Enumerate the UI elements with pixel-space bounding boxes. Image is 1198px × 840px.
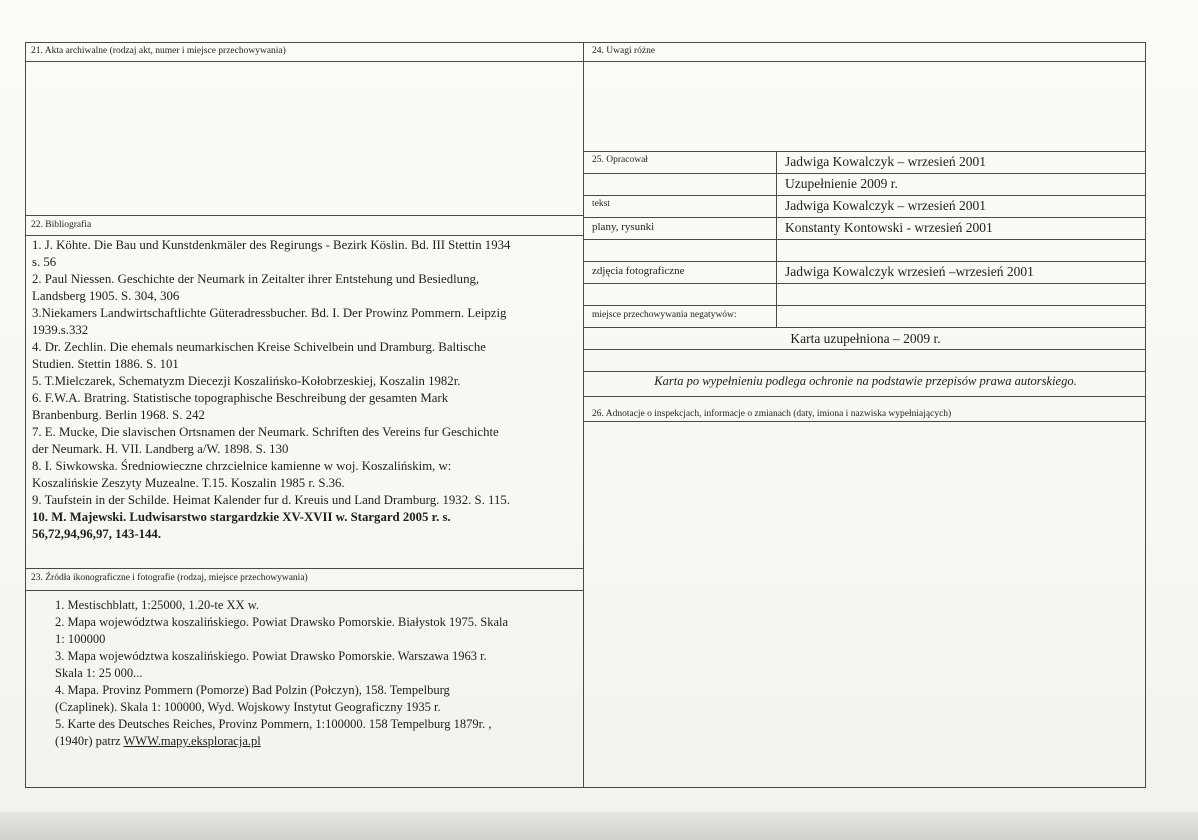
bibliography-line: 1. J. Köhte. Die Bau und Kunstdenkmäler des Regirungs - Bezirk Köslin. Bd. III Stettin 1934 [32,238,511,252]
row-value-uzupelnienie: Uzupełnienie 2009 r. [785,176,898,191]
row-value-zdjecia: Jadwiga Kowalczyk wrzesień –wrzesień 2001 [785,264,1034,279]
iconography-line: 5. Karte des Deutsches Reiches, Provinz Pommern, 1:100000. 158 Tempelburg 1879r. , [55,717,492,731]
iconography-line: 3. Mapa województwa koszalińskiego. Powiat Drawsko Pomorskie. Warszawa 1963 r. [55,649,487,663]
section-26-label: 26. Adnotacje o inspekcjach, informacje o zmianach (daty, imiona i nazwiska wypełniających) [592,409,952,419]
s22-top-line [25,215,583,216]
s25-row12-line [583,396,1145,397]
iconography-list [55,597,580,750]
row-label-zdjecia: zdjęcia fotograficzne [592,265,685,277]
frame-bottom [25,787,1146,788]
s24-header-line [583,61,1145,62]
frame-top [25,42,1146,43]
bibliography-line: 9. Taufstein in der Schilde. Heimat Kalender fur d. Kreuis und Land Dramburg. 1932. S. 115. [32,493,510,507]
page-edge [0,812,1198,840]
s21-header-line [25,61,583,62]
bibliography-line: Branbenburg. Berlin 1968. S. 242 [32,408,205,422]
bibliography-line: Koszalińskie Zeszyty Muzealne. T.15. Koszalin 1985 r. S.36. [32,476,345,490]
bibliography-line: 1939.s.332 [32,323,89,337]
row-label-negatywy: miejsce przechowywania negatywów: [592,310,737,320]
s25-row9-line [583,327,1145,328]
iconography-prefix: (1940r) patrz [55,734,124,748]
row-value-tekst: Jadwiga Kowalczyk – wrzesień 2001 [785,198,986,213]
row-value-plany: Konstanty Kontowski - wrzesień 2001 [785,220,993,235]
row-value-opracowal: Jadwiga Kowalczyk – wrzesień 2001 [785,154,986,169]
copyright-note: Karta po wypełnieniu podlega ochronie na podstawie przepisów prawa autorskiego. [654,374,1077,388]
s22-header-line [25,235,583,236]
iconography-line-last [55,733,580,750]
frame-left [25,42,26,788]
bibliography-line: Landsberg 1905. S. 304, 306 [32,289,180,303]
bibliography-line: s. 56 [32,255,57,269]
s23-top-line [25,568,583,569]
bibliography-list [32,237,577,543]
section-21-label: 21. Akta archiwalne (rodzaj akt, numer i miejsce przechowywania) [31,46,286,56]
s25-row3-line [583,195,1145,196]
column-divider [583,42,584,788]
iconography-line: (Czaplinek). Skala 1: 100000, Wyd. Wojskowy Instytut Geograficzny 1935 r. [55,700,441,714]
s25-row5-line [583,239,1145,240]
s25-row2-line [583,173,1145,174]
bibliography-line: der Neumark. H. VII. Landberg a/W. 1898. S. 130 [32,442,289,456]
s25-row4-line [583,217,1145,218]
s26-header-line [583,421,1145,422]
row-label-opracowal: 25. Opracował [592,155,648,165]
frame-right [1145,42,1146,788]
section-24-label: 24. Uwagi różne [592,46,656,56]
bibliography-line: 6. F.W.A. Bratring. Statistische topographische Beschreibung der gesamten Mark [32,391,449,405]
bibliography-line: Studien. Stettin 1886. S. 101 [32,357,179,371]
iconography-line: 1: 100000 [55,632,106,646]
section-23-label: 23. Źródła ikonograficzne i fotografie (rodzaj, miejsce przechowywania) [31,573,308,583]
karta-uzupelniona: Karta uzupełniona – 2009 r. [790,331,941,346]
iconography-line: 1. Mestischblatt, 1:25000, 1.20-te XX w. [55,598,260,612]
s25-row11-line [583,371,1145,372]
bibliography-line: 2. Paul Niessen. Geschichte der Neumark in Zeitalter ihrer Entstehung und Besiedlung, [32,272,480,286]
bibliography-line: 7. E. Mucke, Die slavischen Ortsnamen der Neumark. Schriften des Vereins fur Geschichte [32,425,499,439]
s25-inner-divider [776,151,777,327]
iconography-line: 4. Mapa. Provinz Pommern (Pomorze) Bad Polzin (Połczyn), 158. Tempelburg [55,683,450,697]
bibliography-line: 8. I. Siwkowska. Średniowieczne chrzcielnice kamienne w woj. Koszalińskim, w: [32,459,452,473]
s25-row8-line [583,305,1145,306]
s25-row1-line [583,151,1145,152]
iconography-line: 2. Mapa województwa koszalińskiego. Powiat Drawsko Pomorskie. Białystok 1975. Skala [55,615,509,629]
s25-row10-line [583,349,1145,350]
bibliography-line: 5. T.Mielczarek, Schematyzm Diecezji Koszalińsko-Kołobrzeskiej, Koszalin 1982r. [32,374,461,388]
bibliography-line: 3.Niekamers Landwirtschaftlichte Güteradressbucher. Bd. I. Der Prowinz Pommern. Leipzig [32,306,507,320]
bibliography-line-bold: 10. M. Majewski. Ludwisarstwo stargardzkie XV-XVII w. Stargard 2005 r. s. [32,510,451,524]
s25-row6-line [583,261,1145,262]
row-label-plany: plany, rysunki [592,221,655,233]
iconography-line: Skala 1: 25 000... [55,666,143,680]
bibliography-line: 4. Dr. Zechlin. Die ehemals neumarkischen Kreise Schivelbein und Dramburg. Baltische [32,340,486,354]
row-label-tekst: tekst [592,199,610,209]
s25-row7-line [583,283,1145,284]
section-22-label: 22. Bibliografia [31,220,92,230]
bibliography-line-bold: 56,72,94,96,97, 143-144. [32,527,162,541]
s23-header-line [25,590,583,591]
eksploracja-link[interactable]: WWW.mapy.eksploracja.pl [123,734,261,748]
